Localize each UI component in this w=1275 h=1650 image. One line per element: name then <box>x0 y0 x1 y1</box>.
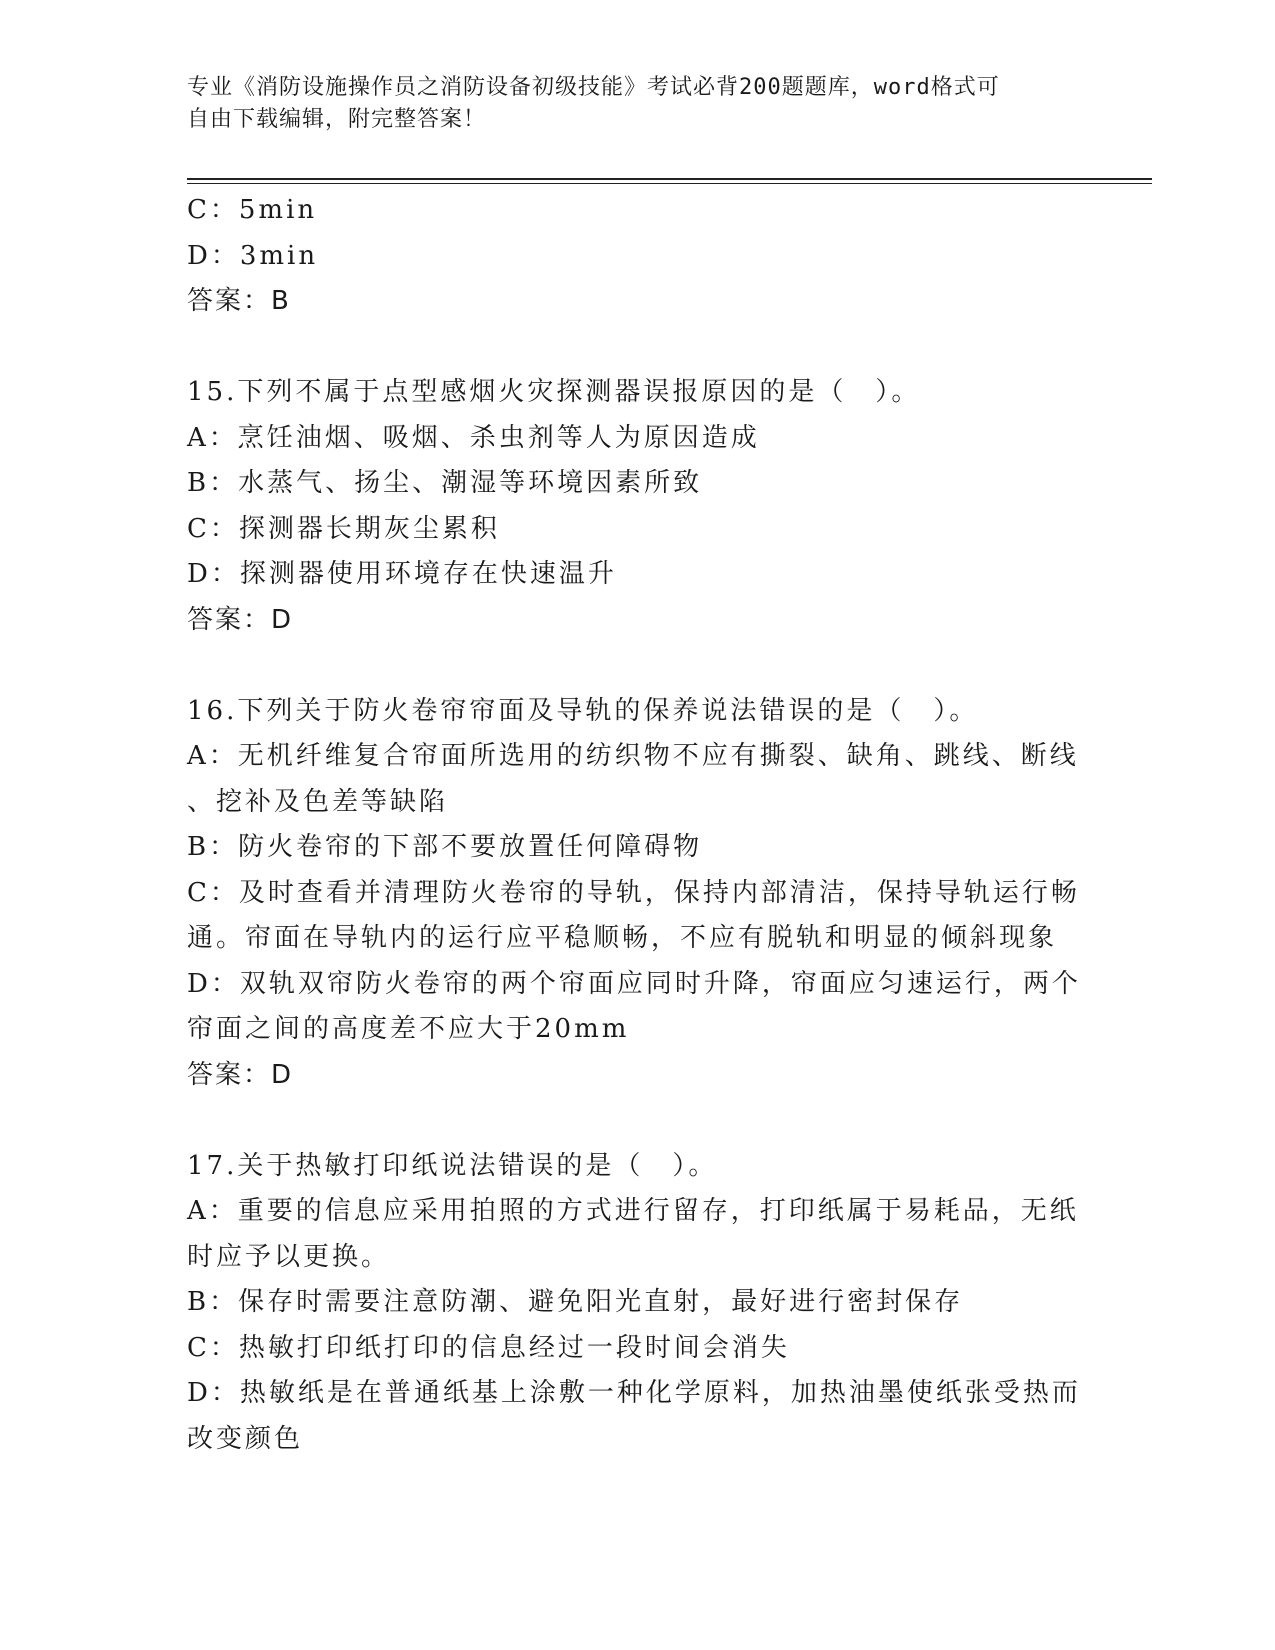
option-d-line-1: D：双轨双帘防火卷帘的两个帘面应同时升降，帘面应匀速运行，两个 <box>187 968 1081 999</box>
document-header <box>187 72 1067 136</box>
header-divider-thin <box>187 183 1152 184</box>
question-17 <box>187 1144 1087 1463</box>
option-b: B：保存时需要注意防潮、避免阳光直射，最好进行密封保存 <box>187 1287 964 1317</box>
option-d-line-2: 改变颜色 <box>187 1423 304 1454</box>
option-c-line-2: 通。帘面在导轨内的运行应平稳顺畅，不应有脱轨和明显的倾斜现象 <box>187 923 1058 953</box>
option-a-line-1: A：无机纤维复合帘面所选用的纺织物不应有撕裂、缺角、跳线、断线 <box>187 741 1079 771</box>
question-list <box>187 188 1087 1462</box>
carryover-option-c: C：5min <box>187 195 318 225</box>
answer: 答案：D <box>187 604 294 635</box>
option-c: C：探测器长期灰尘累积 <box>187 513 500 544</box>
question-stem: 16.下列关于防火卷帘帘面及导轨的保养说法错误的是（ ）。 <box>187 695 979 726</box>
option-c-line-1: C：及时查看并清理防火卷帘的导轨，保持内部清洁，保持导轨运行畅 <box>187 877 1080 908</box>
carryover-answer: 答案：B <box>187 286 291 316</box>
spacer <box>187 325 1087 371</box>
option-a: A：烹饪油烟、吸烟、杀虫剂等人为原因造成 <box>187 422 760 453</box>
question-15 <box>187 370 1087 643</box>
option-d-line-2: 帘面之间的高度差不应大于20mm <box>187 1014 630 1044</box>
question-stem: 15.下列不属于点型感烟火灾探测器误报原因的是（ ）。 <box>187 377 921 407</box>
header-title-line-2: 自由下载编辑，附完整答案！ <box>187 107 487 132</box>
carryover-option-d: D：3min <box>187 240 319 271</box>
option-b: B：水蒸气、扬尘、潮湿等环境因素所致 <box>187 468 703 498</box>
header-title-line-1: 专业《消防设施操作员之消防设备初级技能》考试必背200题题库，word格式可 <box>187 75 1000 100</box>
option-a-line-2: 、挖补及色差等缺陷 <box>187 786 449 817</box>
question-stem: 17.关于热敏打印纸说法错误的是（ ）。 <box>187 1150 718 1181</box>
header-divider-thick <box>187 178 1152 180</box>
option-d: D：探测器使用环境存在快速温升 <box>187 559 617 589</box>
spacer <box>187 1098 1087 1144</box>
option-d-line-1: D：热敏纸是在普通纸基上涂敷一种化学原料，加热油墨使纸张受热而 <box>187 1378 1081 1408</box>
question-16 <box>187 689 1087 1099</box>
answer: 答案：D <box>187 1059 294 1090</box>
option-a-line-2: 时应予以更换。 <box>187 1241 391 1272</box>
option-b: B：防火卷帘的下部不要放置任何障碍物 <box>187 832 703 862</box>
option-a-line-1: A：重要的信息应采用拍照的方式进行留存，打印纸属于易耗品，无纸 <box>187 1196 1079 1226</box>
spacer <box>187 643 1087 689</box>
option-c: C：热敏打印纸打印的信息经过一段时间会消失 <box>187 1332 790 1363</box>
